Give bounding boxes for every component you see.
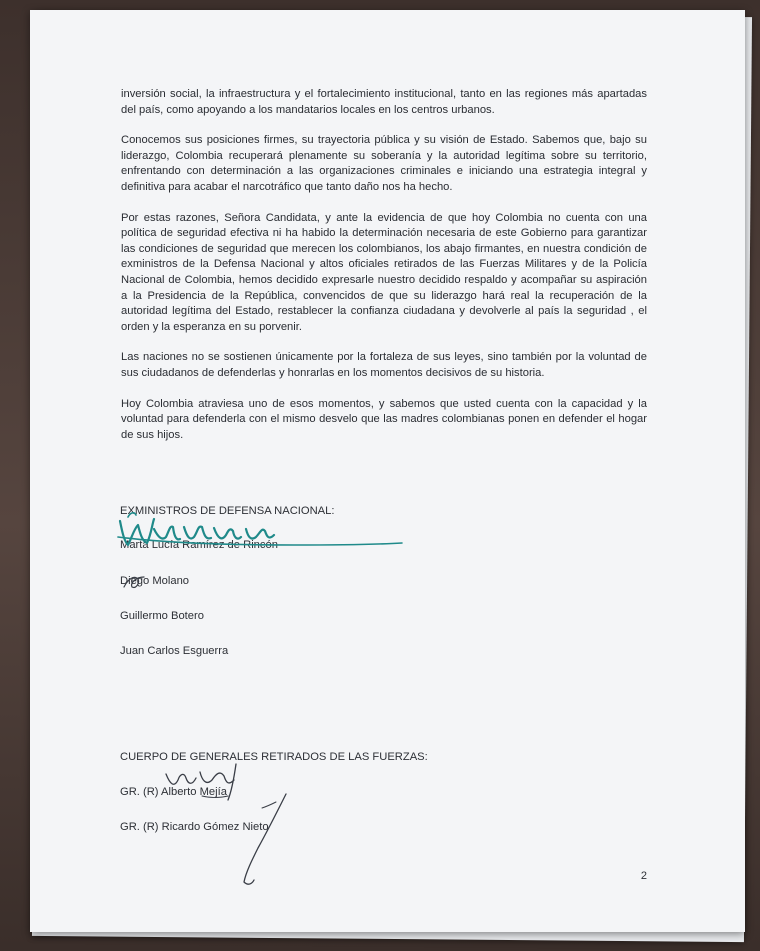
handwritten-mark-molano	[120, 565, 160, 595]
generals-heading: CUERPO DE GENERALES RETIRADOS DE LAS FUERZAS:	[120, 751, 428, 763]
paragraph-4: Las naciones no se sostienen únicamente por la fortaleza de sus leyes, sino también por la voluntad de sus ciudadanos de defenderlas y honrarlas en los momentos decisivos de su historia.	[121, 351, 647, 379]
letter-body	[121, 87, 647, 458]
signatory-name: Marta Lucía Ramírez de Rincón	[120, 539, 278, 551]
letter-page	[30, 10, 745, 932]
signatory-name: GR. (R) Ricardo Gómez Nieto	[120, 821, 269, 833]
signatory-name: Diego Molano	[120, 575, 190, 587]
page-number: 2	[640, 870, 647, 882]
handwritten-signature-ramirez	[114, 507, 414, 557]
paragraph-1: inversión social, la infraestructura y el fortalecimiento institucional, tanto en las regiones más apartadas del país, como apoyando a los mandatarios locales en los centros urbanos.	[121, 88, 647, 116]
paragraph-3: Por estas razones, Señora Candidata, y ante la evidencia de que hoy Colombia no cuenta con una política de seguridad efectiva ni ha habido la determinación necesaria de este Gobierno para garantizar las condiciones de seguridad que merecen los colombianos, los abajo firmantes, en nuestra condición de exministros de la Defensa Nacional y altos oficiales retirados de las Fuerzas Militares y de la Policía Nacional de Colombia, hemos decidido expresarle nuestro decidido respaldo y acompañar su aspiración a la Presidencia de la República, convencidos de que su liderazgo hará real la recuperación de la autoridad legítima del Estado, restablecer la confianza ciudadana y devolverle al país la seguridad , el orden y la esperanza en su porvenir.	[121, 211, 647, 333]
paragraph-2: Conocemos sus posiciones firmes, su trayectoria pública y su visión de Estado. Sabemos que, bajo su liderazgo, Colombia recuperará plenamente su soberanía y la autoridad legítima sobre su territorio, enfrentando con determinación a las organizaciones criminales e iniciando una estrategia integral y definitiva para acabar el narcotráfico que tanto daño nos ha hecho.	[121, 134, 647, 193]
ministers-heading: EXMINISTROS DE DEFENSA NACIONAL:	[120, 505, 335, 517]
signatory-name: GR. (R) Alberto Mejía	[120, 786, 227, 798]
paragraph-5: Hoy Colombia atraviesa uno de esos momentos, y sabemos que usted cuenta con la capacidad y la voluntad para defenderla con el mismo desvelo que las madres colombianas ponen en defender el hogar de sus hijos.	[121, 397, 647, 441]
signatory-name: Juan Carlos Esguerra	[120, 645, 229, 657]
signatory-name: Guillermo Botero	[120, 610, 204, 622]
handwritten-signature-gomez	[238, 790, 298, 890]
